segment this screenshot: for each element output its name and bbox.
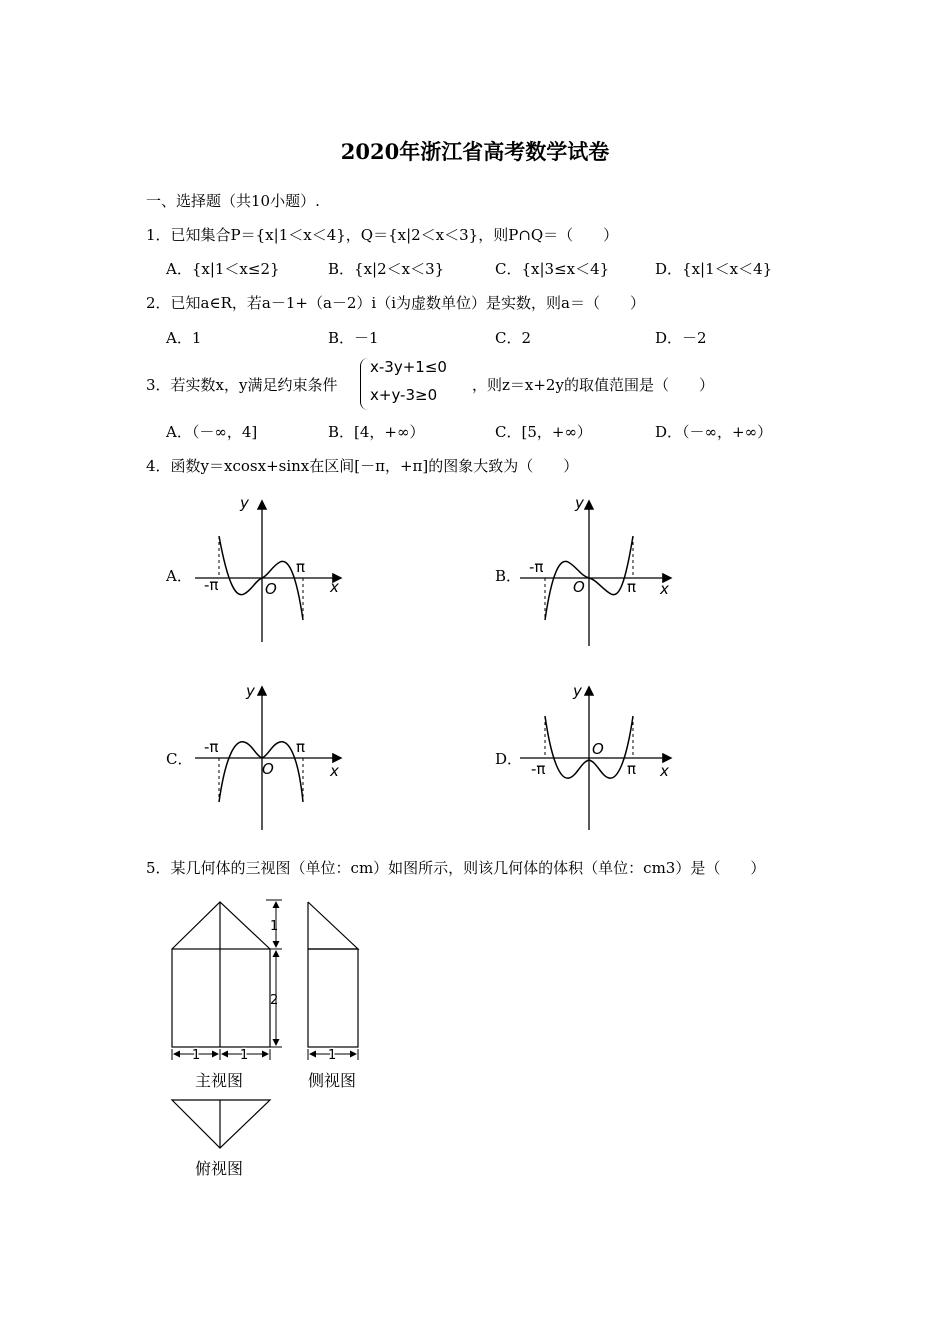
question-3-stem-end: ，则z＝x+2y的取值范围是（ ）	[472, 376, 714, 394]
constraint-system	[360, 356, 472, 412]
graph-b-neg-pi: -π	[529, 558, 544, 576]
q3-option-d: D．（－∞，+∞）	[655, 423, 773, 441]
constraint-line-2: x+y-3≥0	[370, 386, 438, 404]
graph-c-x-label: x	[330, 762, 339, 780]
q3-option-b: B．[4，+∞）	[328, 423, 425, 441]
question-5-stem: 5．某几何体的三视图（单位：cm）如图所示，则该几何体的体积（单位：cm3）是（ ）	[146, 859, 766, 877]
q2-option-a: A．1	[166, 329, 202, 347]
dim-mid-height: 2	[270, 993, 279, 1008]
q4-option-d: D．	[495, 750, 523, 768]
three-views-diagram	[160, 892, 380, 1162]
graph-d-neg-pi: -π	[531, 760, 546, 778]
graph-c-neg-pi: -π	[204, 738, 219, 756]
graph-a-x-label: x	[330, 578, 339, 596]
q2-option-d: D．－2	[655, 329, 707, 347]
graph-c	[190, 678, 360, 833]
question-2-stem: 2．已知a∈R，若a－1+（a－2）i（i为虚数单位）是实数，则a＝（ ）	[146, 294, 645, 312]
section-heading: 一、选择题（共10小题）.	[146, 192, 320, 210]
q4-option-b: B．	[495, 567, 522, 585]
q1-option-c: C．{x|3≤x＜4}	[495, 260, 610, 278]
page-title: 2020年浙江省高考数学试卷	[340, 139, 610, 164]
q2-option-c: C．2	[495, 329, 532, 347]
q2-option-b: B．－1	[328, 329, 379, 347]
side-view	[308, 902, 358, 1063]
graph-a-y-label: y	[240, 494, 249, 512]
graph-a-pi: π	[296, 558, 306, 576]
question-3-stem: 3．若实数x，y满足约束条件	[146, 376, 338, 394]
graph-a-neg-pi: -π	[204, 576, 219, 594]
question-4-stem: 4．函数y＝xcosx+sinx在区间[－π，+π]的图象大致为（ ）	[146, 457, 579, 475]
dim-top-height: 1	[270, 919, 279, 934]
top-view-caption: 俯视图	[195, 1159, 244, 1178]
q1-option-b: B．{x|2＜x＜3}	[328, 260, 445, 278]
graph-d-y-label: y	[573, 682, 582, 700]
graph-d	[515, 678, 685, 833]
graph-d-pi: π	[627, 760, 637, 778]
question-1-stem: 1．已知集合P＝{x|1＜x＜4}，Q＝{x|2＜x＜3}，则P∩Q＝（ ）	[146, 226, 619, 244]
graph-d-origin: O	[592, 740, 604, 758]
q4-option-c: C．	[166, 750, 193, 768]
system-brace	[360, 358, 369, 410]
graph-b-pi: π	[627, 578, 637, 596]
graph-c-origin: O	[262, 760, 274, 778]
graph-b-y-label: y	[575, 494, 584, 512]
front-view	[172, 900, 282, 1063]
graph-c-y-label: y	[246, 682, 255, 700]
q1-option-a: A．{x|1＜x≤2}	[166, 260, 280, 278]
dim-side-width: 1	[328, 1048, 337, 1063]
graph-c-pi: π	[296, 738, 306, 756]
graph-a-origin: O	[265, 580, 277, 598]
front-view-caption: 主视图	[195, 1071, 244, 1090]
constraint-line-1: x-3y+1≤0	[370, 358, 447, 376]
dim-width-1: 1	[192, 1048, 201, 1063]
top-view	[172, 1100, 270, 1148]
graph-d-x-label: x	[660, 762, 669, 780]
q4-option-a: A．	[166, 567, 192, 585]
q1-option-d: D．{x|1＜x＜4}	[655, 260, 773, 278]
q3-option-c: C．[5，+∞）	[495, 423, 592, 441]
dim-width-2: 1	[240, 1048, 249, 1063]
q3-option-a: A．（－∞，4]	[166, 423, 258, 441]
graph-b-origin: O	[573, 578, 585, 596]
graph-b-x-label: x	[660, 580, 669, 598]
side-view-caption: 侧视图	[308, 1071, 357, 1090]
graph-b	[515, 490, 685, 650]
graph-a	[190, 490, 360, 650]
